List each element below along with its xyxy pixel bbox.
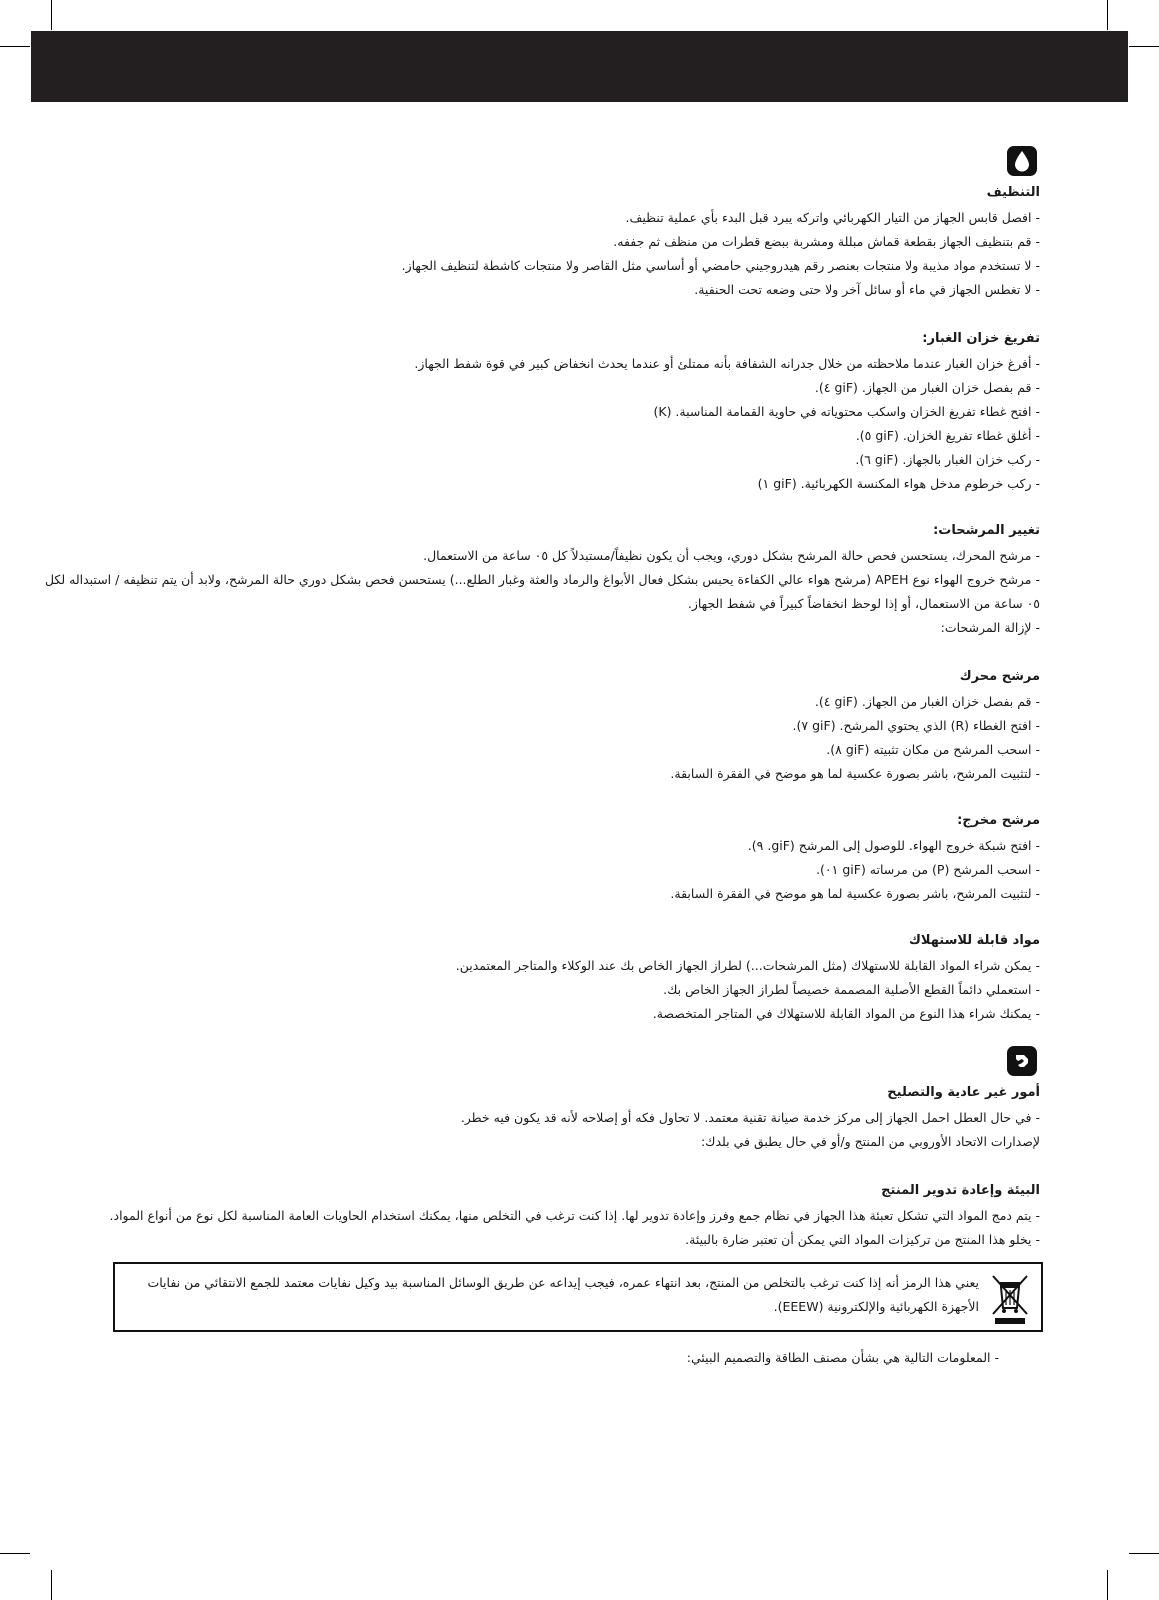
crop-mark	[0, 1553, 30, 1554]
list-item: - استعملي دائماً القطع الأصلية المصممة خصيصاً لطراز الجهاز الخاص بك.	[663, 982, 1040, 997]
weee-notice-box	[113, 1262, 1043, 1332]
list-item: - اسحب المرشح من مكان تثبيته (giF ٨).	[826, 742, 1040, 757]
section-title: التنظيف	[986, 185, 1040, 200]
list-item: - يخلو هذا المنتج من تركيزات المواد التي يمكن أن تعتبر ضارة بالبيئة.	[685, 1232, 1040, 1247]
list-item: - مرشح خروج الهواء نوع APEH (مرشح هواء عالي الكفاءة يحبس بشكل فعال الأبواغ والرماد والعثة وغبار الطلع...) يستحسن فحص بشكل دوري حالة المرشح، ولابد أن يتم تنظيفه / استبداله لكل ٠٥ ساعة من الاستعمال، أو إذا لوحظ انخفاضاً كبيراً في شفط الجهاز.	[44, 572, 1040, 611]
list-item: - لتثبيت المرشح، باشر بصورة عكسية لما هو موضح في الفقرة السابقة.	[670, 886, 1040, 901]
list-item: - افتح غطاء تفريغ الخزان واسكب محتوياته في حاوية القمامة المناسبة. (K)	[653, 404, 1040, 419]
repair-section	[40, 1080, 1040, 1154]
consumables-section	[40, 928, 1040, 1026]
section-title: تغيير المرشحات:	[933, 523, 1040, 538]
section-title: مرشح مخرج:	[957, 813, 1040, 828]
list-item: - افتح الغطاء (R) الذي يحتوي المرشح. (giF ٧).	[792, 718, 1040, 733]
list-item: - أغلق غطاء تفريغ الخزان. (giF ٥).	[855, 428, 1040, 443]
dust-tank-section	[40, 326, 1040, 496]
list-item: - أفرغ خزان الغبار عندما ملاحظته من خلال جدرانه الشفافة بأنه ممتلئ أو عندما يحدث انخفاض كبير في قوة شفط الجهاز.	[414, 356, 1040, 371]
list-item: - لإزالة المرشحات:	[940, 620, 1040, 635]
exhaust-filter-section	[40, 808, 1040, 906]
header-bar	[31, 31, 1128, 102]
crop-mark	[1107, 0, 1108, 30]
cleaning-section	[40, 180, 1040, 302]
crop-mark	[1129, 46, 1159, 47]
section-title: البيئة وإعادة تدوير المنتج	[881, 1183, 1040, 1198]
list-item: - قم بفصل خزان الغبار من الجهاز. (giF ٤).	[814, 380, 1040, 395]
list-item: - يمكنك شراء هذا النوع من المواد القابلة للاستهلاك في المتاجر المتخصصة.	[652, 1006, 1040, 1021]
crop-mark	[1107, 1570, 1108, 1600]
list-item: - لا تغطس الجهاز في ماء أو سائل آخر ولا حتى وضعه تحت الحنفية.	[694, 282, 1040, 297]
list-item: لإصدارات الاتحاد الأوروبي من المنتج و/أو في حال يطبق في بلدك:	[700, 1134, 1040, 1149]
environment-section	[40, 1178, 1040, 1252]
list-item: - في حال العطل احمل الجهاز إلى مركز خدمة صيانة تقنية معتمد. لا تحاول فكه أو إصلاحه لأنه قد يكون فيه خطر.	[460, 1110, 1040, 1125]
section-title: أمور غير عادية والتصليح	[887, 1085, 1040, 1100]
crop-mark	[51, 1570, 52, 1600]
crop-mark	[51, 0, 52, 30]
section-title: مرشح محرك	[959, 669, 1040, 684]
list-item: - لتثبيت المرشح، باشر بصورة عكسية لما هو موضح في الفقرة السابقة.	[670, 766, 1040, 781]
motor-filter-section	[40, 664, 1040, 786]
list-item: - افصل قابس الجهاز من التيار الكهربائي واتركه يبرد قبل البدء بأي عملية تنظيف.	[625, 210, 1040, 225]
list-item: - ركب خزان الغبار بالجهاز. (giF ٦).	[855, 452, 1040, 467]
list-item: - افتح شبكة خروج الهواء. للوصول إلى المرشح (giF. ٩).	[747, 838, 1040, 853]
list-item: - قم بتنظيف الجهاز بقطعة قماش مبللة ومشربة ببضع قطرات من منظف ثم جففه.	[613, 234, 1040, 249]
list-item: - ركب خرطوم مدخل هواء المكنسة الكهربائية. (giF ١)	[757, 476, 1040, 491]
list-item: - يمكن شراء المواد القابلة للاستهلاك (مثل المرشحات...) لطراز الجهاز الخاص بك عند الوكلاء والمتاجر المعتمدين.	[455, 958, 1040, 973]
section-title: تفريغ خزان الغبار:	[922, 331, 1040, 346]
crossed-out-bin-icon	[987, 1272, 1033, 1326]
filters-section	[40, 518, 1040, 640]
crop-mark	[0, 46, 30, 47]
section-title: مواد قابلة للاستهلاك	[908, 933, 1040, 948]
water-drop-icon	[1007, 146, 1037, 176]
footer-note: - المعلومات التالية هي بشأن مصنف الطاقة والتصميم البيئي:	[686, 1350, 999, 1365]
wrench-icon	[1007, 1046, 1037, 1076]
list-item: - يتم دمج المواد التي تشكل تعبئة هذا الجهاز في نظام جمع وفرز وإعادة تدوير لها. إذا كنت ترغب في التخلص منها، يمكنك استخدام الحاويات العامة المناسبة لكل نوع من أنواع المواد.	[109, 1208, 1040, 1223]
list-item: - قم بفصل خزان الغبار من الجهاز. (giF ٤).	[814, 694, 1040, 709]
list-item: - مرشح المحرك، يستحسن فحص حالة المرشح بشكل دوري، ويجب أن يكون نظيفاً/مستبدلاً كل ٠٥ ساعة من الاستعمال.	[423, 548, 1040, 563]
weee-notice-text: يعني هذا الرمز أنه إذا كنت ترغب بالتخلص من المنتج، بعد انتهاء عمره، فيجب إيداعه عن طريق الوسائل المناسبة بيد وكيل نفايات معتمد للجمع الانتقائي من نفايات الأجهزة الكهربائية والإلكترونية (EEEW).	[147, 1275, 979, 1314]
list-item: - لا تستخدم مواد مذيبة ولا منتجات بعنصر رقم هيدروجيني حامضي أو أساسي مثل القاصر ولا منتجات كاشطة لتنظيف الجهاز.	[401, 258, 1040, 273]
list-item: - اسحب المرشح (P) من مرساته (giF ٠١).	[816, 862, 1040, 877]
crop-mark	[1129, 1553, 1159, 1554]
